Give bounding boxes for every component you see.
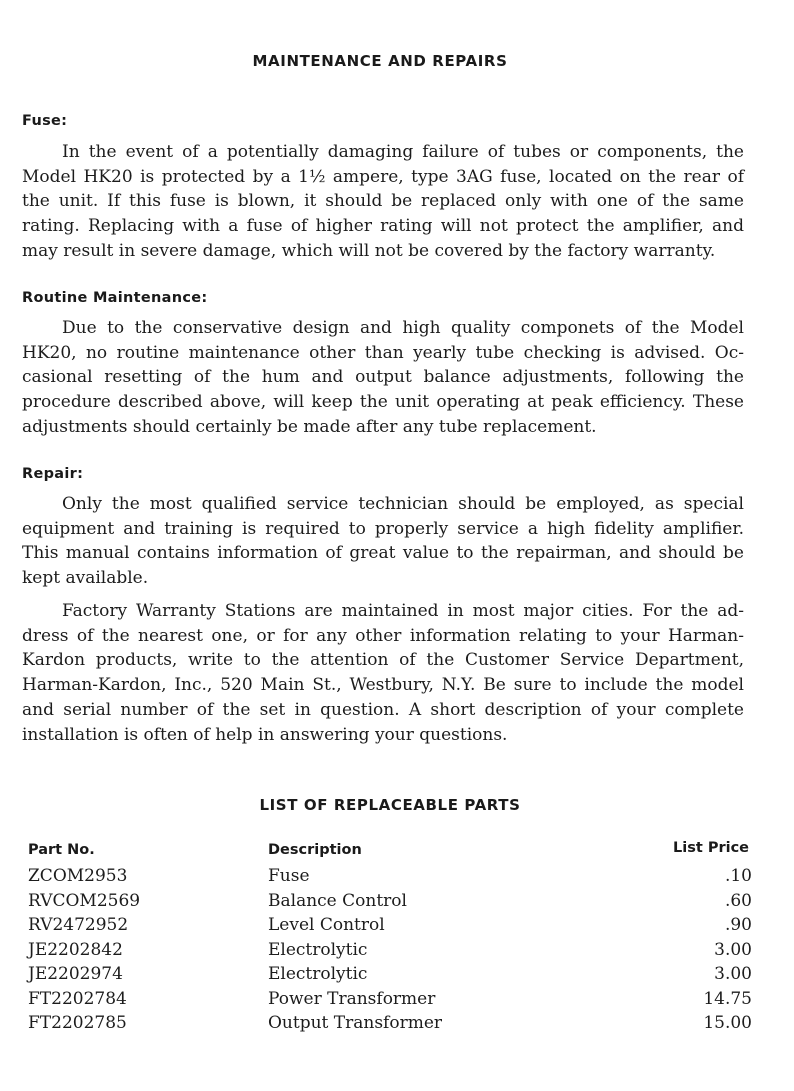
table-row [28,866,752,891]
table-row [28,915,752,940]
page-title: MAINTENANCE AND REPAIRS [252,52,508,70]
part-description: Electrolytic [268,939,368,960]
paragraph-repair-technician: Only the most qualified service technician should be employed, as special equipment and training is required to properly service a high fidelity amplifier. This manual contains information of great value to the repairman, and should be kept available. [22,494,744,589]
parts-list-title: LIST OF REPLACEABLE PARTS [259,796,521,814]
part-price: 15.00 [703,1013,752,1033]
part-description: Output Transformer [268,1013,443,1033]
part-price: 3.00 [714,964,752,984]
table-row [28,989,752,1014]
section-heading-fuse: Fuse: [22,113,68,129]
part-price: .90 [724,915,752,935]
part-number: JE2202842 [28,939,123,960]
paragraph-repair-warranty-stations: Factory Warranty Stations are maintained in most major cities. For the ad-dress of the nearest one, or for any other information relating to your Harman-Kardon products, write to the attention of the Customer Service Department, Harman-Kardon, Inc., 520 Main St., Westbury, N.Y. Be sure to include the model and serial number of the set in question. A short description of your complete installation is often of help in answering your questions. [22,601,744,745]
part-number: FT2202785 [28,1013,127,1033]
table-row [28,964,752,989]
part-description: Electrolytic [268,964,368,984]
part-price: 3.00 [714,939,752,960]
paragraph-routine-maintenance: Due to the conservative design and high quality componets of the Model HK20, no routine maintenance other than yearly tube checking is advised. Oc-casional resetting of the hum and output balance adjustments, following the procedure described above, will keep the unit operating at peak efficiency. These adjustments should certainly be made after any tube replacement. [22,318,744,437]
part-description: Balance Control [268,890,407,911]
section-heading-repair: Repair: [22,466,84,482]
table-row [28,940,752,965]
part-description: Fuse [268,866,310,886]
part-number: JE2202974 [28,964,123,984]
table-row [28,891,752,916]
part-price: 14.75 [703,988,752,1009]
part-description: Level Control [268,915,385,935]
parts-table [28,866,752,1038]
part-number: ZCOM2953 [28,866,128,886]
part-number: FT2202784 [28,988,127,1009]
paragraph-fuse: In the event of a potentially damaging failure of tubes or components, the Model HK20 is protected by a 1½ ampere, type 3AG fuse, located on the rear of the unit. If this fuse is blown, it should be replaced only with one of the same rating. Replacing with a fuse of higher rating will not protect the amplifier, and may result in severe damage, which will not be covered by the factory warranty. [22,142,744,261]
table-row [28,1013,752,1038]
part-price: .60 [724,890,752,911]
section-heading-routine-maintenance: Routine Maintenance: [22,290,208,306]
column-header-part-no: Part No. [28,842,95,858]
column-header-description: Description [268,842,362,858]
part-description: Power Transformer [268,988,436,1009]
part-number: RV2472952 [28,915,129,935]
part-number: RVCOM2569 [28,890,141,911]
column-header-list-price: List Price [673,840,749,856]
part-price: .10 [724,866,752,886]
